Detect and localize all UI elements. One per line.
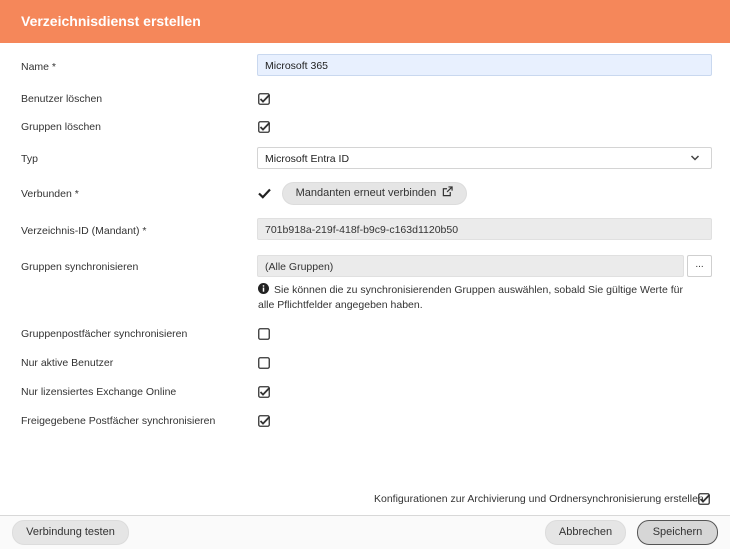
delete-groups-checkbox[interactable] [258,121,270,133]
delete-users-label: Benutzer löschen [21,93,103,105]
delete-groups-label: Gruppen löschen [21,121,101,133]
create-archive-config-label: Konfigurationen zur Archivierung und Ordnersynchronisierung erstellen [374,493,704,505]
external-link-icon [442,186,453,197]
create-archive-config-checkbox[interactable] [698,493,710,505]
chevron-down-icon [689,152,701,164]
sync-group-mailboxes-label: Gruppenpostfächer synchronisieren [21,328,188,340]
test-connection-button[interactable]: Verbindung testen [12,520,129,545]
sync-groups-info-text: Sie können die zu synchronisierenden Gruppen auswählen, sobald Sie gültige Werte für alle Pflichtfelder angegeben haben. [258,284,683,311]
checkmark-icon [258,188,271,199]
name-label: Name * [21,61,57,73]
active-users-only-label: Nur aktive Benutzer [21,357,114,369]
licensed-exchange-only-label: Nur lizensiertes Exchange Online [21,386,177,398]
connected-label: Verbunden * [21,188,79,200]
type-label: Typ [21,153,38,165]
type-select-value: Microsoft Entra ID [265,153,350,165]
active-users-only-checkbox[interactable] [258,357,270,369]
sync-group-mailboxes-checkbox[interactable] [258,328,270,340]
name-input[interactable]: Microsoft 365 [257,54,712,76]
sync-groups-label: Gruppen synchronisieren [21,261,139,273]
browse-groups-button[interactable]: ... [687,255,712,277]
type-select[interactable] [257,147,712,169]
sync-groups-input[interactable]: (Alle Gruppen) [257,255,684,277]
save-button[interactable]: Speichern [637,520,718,545]
sync-shared-mailboxes-label: Freigegebene Postfächer synchronisieren [21,415,216,427]
delete-users-checkbox[interactable] [258,93,270,105]
dialog-header [0,0,730,43]
sync-shared-mailboxes-checkbox[interactable] [258,415,270,427]
info-icon [258,283,269,294]
licensed-exchange-only-checkbox[interactable] [258,386,270,398]
directory-id-input[interactable]: 701b918a-219f-418f-b9c9-c163d1120b50 [257,218,712,240]
reconnect-tenant-button[interactable] [282,182,467,205]
dialog-title: Verzeichnisdienst erstellen [21,13,201,29]
reconnect-tenant-label: Mandanten erneut verbinden [295,187,437,199]
directory-id-label: Verzeichnis-ID (Mandant) * [21,225,147,237]
sync-groups-info [258,283,698,313]
cancel-button[interactable]: Abbrechen [545,520,626,545]
